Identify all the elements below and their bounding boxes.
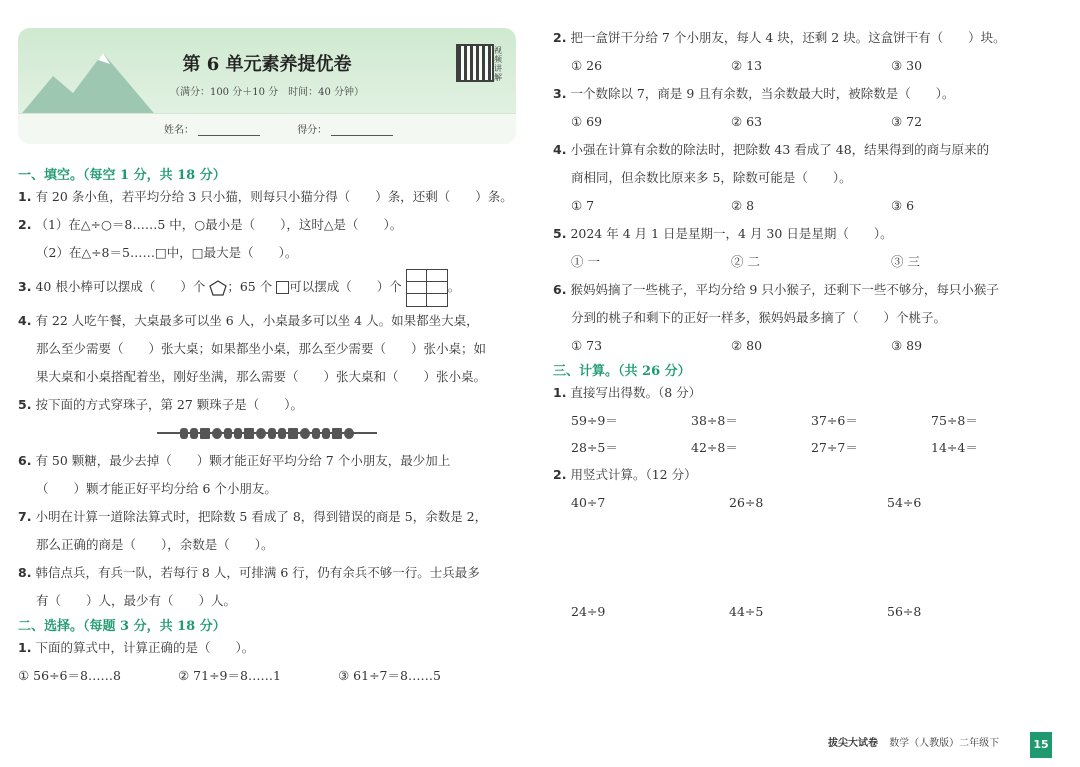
option[interactable]: ① 一 [571, 254, 600, 269]
choice-question-3: 3. 一个数除以 7，商是 9 且有余数，当余数最大时，被除数是（ ）。 [553, 86, 955, 101]
option[interactable]: ② 71÷9＝8……1 [178, 668, 281, 683]
calc-item: 14÷4＝ [931, 440, 978, 455]
calc-question-2: 2. 用竖式计算。（12 分） [553, 467, 697, 482]
calc-row-3 [553, 489, 1058, 516]
option[interactable]: ① 56÷6＝8……8 [18, 668, 121, 683]
option[interactable]: ① 26 [571, 58, 603, 73]
section-calc-title: 三、计算。（共 26 分） [553, 364, 691, 379]
calc-item: 54÷6 [887, 495, 922, 510]
footer-book: 数学（人教版）二年级下 [889, 738, 1000, 749]
option[interactable]: ① 69 [571, 114, 603, 129]
score-label: 得分： [297, 125, 328, 136]
calc-item: 38÷8＝ [691, 413, 738, 428]
calc-item: 27÷7＝ [811, 440, 858, 455]
choice-question-4a: 4. 小强在计算有余数的除法时，把除数 43 看成了 48，结果得到的商与原来的 [553, 142, 990, 157]
question-4c: 果大桌和小桌搭配着坐，刚好坐满，那么需要（ ）张大桌和（ ）张小桌。 [36, 369, 487, 384]
left-page [18, 28, 516, 690]
pentagon-icon [209, 280, 227, 296]
page-number: 15 [1030, 732, 1052, 758]
calc-item: 59÷9＝ [571, 413, 618, 428]
calc-item: 24÷9 [571, 604, 606, 619]
question-6b: （ ）颗才能正好平均分给 6 个小朋友。 [36, 481, 277, 496]
worksheet-title: 第 6 单元素养提优卷 [182, 54, 352, 75]
option[interactable]: ③ 61÷7＝8……5 [338, 668, 441, 683]
choice-4-options [553, 192, 1058, 220]
choice-2-options [553, 52, 1058, 80]
option[interactable]: ③ 6 [891, 198, 915, 213]
choice-question-4b: 商相同，但余数比原来多 5，除数可能是（ ）。 [571, 170, 852, 185]
option[interactable]: ② 63 [731, 114, 763, 129]
footer [828, 734, 999, 749]
choice-6-options [553, 332, 1058, 360]
question-8a: 8. 韩信点兵，有兵一队，若每行 8 人，可排满 6 行，仍有余兵不够一行。士兵最多 [18, 565, 480, 580]
option[interactable]: ② 80 [731, 338, 763, 353]
calc-item: 40÷7 [571, 495, 606, 510]
question-7b: 那么正确的商是（ ），余数是（ ）。 [36, 537, 274, 552]
option[interactable]: ① 73 [571, 338, 603, 353]
choice-3-options [553, 108, 1058, 136]
score-field[interactable] [331, 135, 393, 136]
square-icon [276, 281, 289, 294]
bead-string-figure [18, 419, 516, 447]
option[interactable]: ① 7 [571, 198, 595, 213]
calc-item: 44÷5 [729, 604, 764, 619]
section-choice-title: 二、选择。（每题 3 分，共 18 分） [18, 619, 226, 634]
name-field[interactable] [198, 135, 260, 136]
question-5: 5. 按下面的方式穿珠子，第 27 颗珠子是（ ）。 [18, 397, 304, 412]
option[interactable]: ③ 三 [891, 254, 920, 269]
qr-label: 视频讲解 [494, 46, 502, 82]
name-score-band [18, 113, 516, 144]
choice-question-2: 2. 把一盒饼干分给 7 个小朋友，每人 4 块，还剩 2 块。这盒饼干有（ ）块。 [553, 30, 1006, 45]
calc-row-4 [553, 598, 1058, 625]
choice-1-options [18, 662, 516, 690]
footer-brand: 拔尖大试卷 [828, 738, 878, 749]
option[interactable]: ③ 89 [891, 338, 923, 353]
qr-code-icon[interactable] [456, 44, 494, 82]
choice-question-5: 5. 2024 年 4 月 1 日是星期一，4 月 30 日是星期（ ）。 [553, 226, 893, 241]
question-4b: 那么至少需要（ ）张大桌；如果都坐小桌，那么至少需要（ ）张小桌；如 [36, 341, 487, 356]
option[interactable]: ② 二 [731, 254, 760, 269]
option[interactable]: ② 13 [731, 58, 763, 73]
calc-item: 37÷6＝ [811, 413, 858, 428]
calc-item: 42÷8＝ [691, 440, 738, 455]
question-3: 3. 40 根小棒可以摆成（ ）个 ；65 个 可以摆成（ ）个 。 [18, 267, 516, 307]
name-label: 姓名： [164, 125, 194, 136]
question-2b: （2）在△÷8＝5……□中，□最大是（ ）。 [36, 245, 298, 260]
calc-item: 75÷8＝ [931, 413, 978, 428]
choice-5-options [553, 248, 1058, 276]
calc-item: 26÷8 [729, 495, 764, 510]
question-4a: 4. 有 22 人吃午餐，大桌最多可以坐 6 人，小桌最多可以坐 4 人。如果都坐大桌， [18, 313, 479, 328]
calc-item: 56÷8 [887, 604, 922, 619]
calc-question-1: 1. 直接写出得数。（8 分） [553, 385, 702, 400]
section-fill-title: 一、填空。（每空 1 分，共 18 分） [18, 168, 226, 183]
choice-question-6a: 6. 猴妈妈摘了一些桃子，平均分给 9 只小猴子，还剩下一些不够分，每只小猴子 [553, 282, 999, 297]
worksheet-subtitle: （满分：100 分＋10 分 时间：40 分钟） [169, 87, 365, 98]
right-page [553, 24, 1058, 625]
worksheet-header [18, 28, 516, 144]
calc-row-1 [553, 407, 1058, 434]
choice-question-1: 1. 下面的算式中，计算正确的是（ ）。 [18, 640, 255, 655]
option[interactable]: ③ 72 [891, 114, 923, 129]
question-8b: 有（ ）人，最少有（ ）人。 [36, 593, 237, 608]
question-1: 1. 有 20 条小鱼，若平均分给 3 只小猫，则每只小猫分得（ ）条，还剩（ ）条。 [18, 189, 513, 204]
grid-shape-icon [406, 269, 448, 307]
question-6a: 6. 有 50 颗糖，最少去掉（ ）颗才能正好平均分给 7 个小朋友，最少加上 [18, 453, 451, 468]
calc-row-2 [553, 434, 1058, 461]
option[interactable]: ③ 30 [891, 58, 923, 73]
question-2a: 2. （1）在△÷○＝8……5 中，○最小是（ ），这时△是（ ）。 [18, 217, 403, 232]
option[interactable]: ② 8 [731, 198, 755, 213]
calc-item: 28÷5＝ [571, 440, 618, 455]
choice-question-6b: 分到的桃子和剩下的正好一样多，猴妈妈最多摘了（ ）个桃子。 [571, 310, 947, 325]
question-7a: 7. 小明在计算一道除法算式时，把除数 5 看成了 8，得到错误的商是 5，余数是 2， [18, 509, 488, 524]
